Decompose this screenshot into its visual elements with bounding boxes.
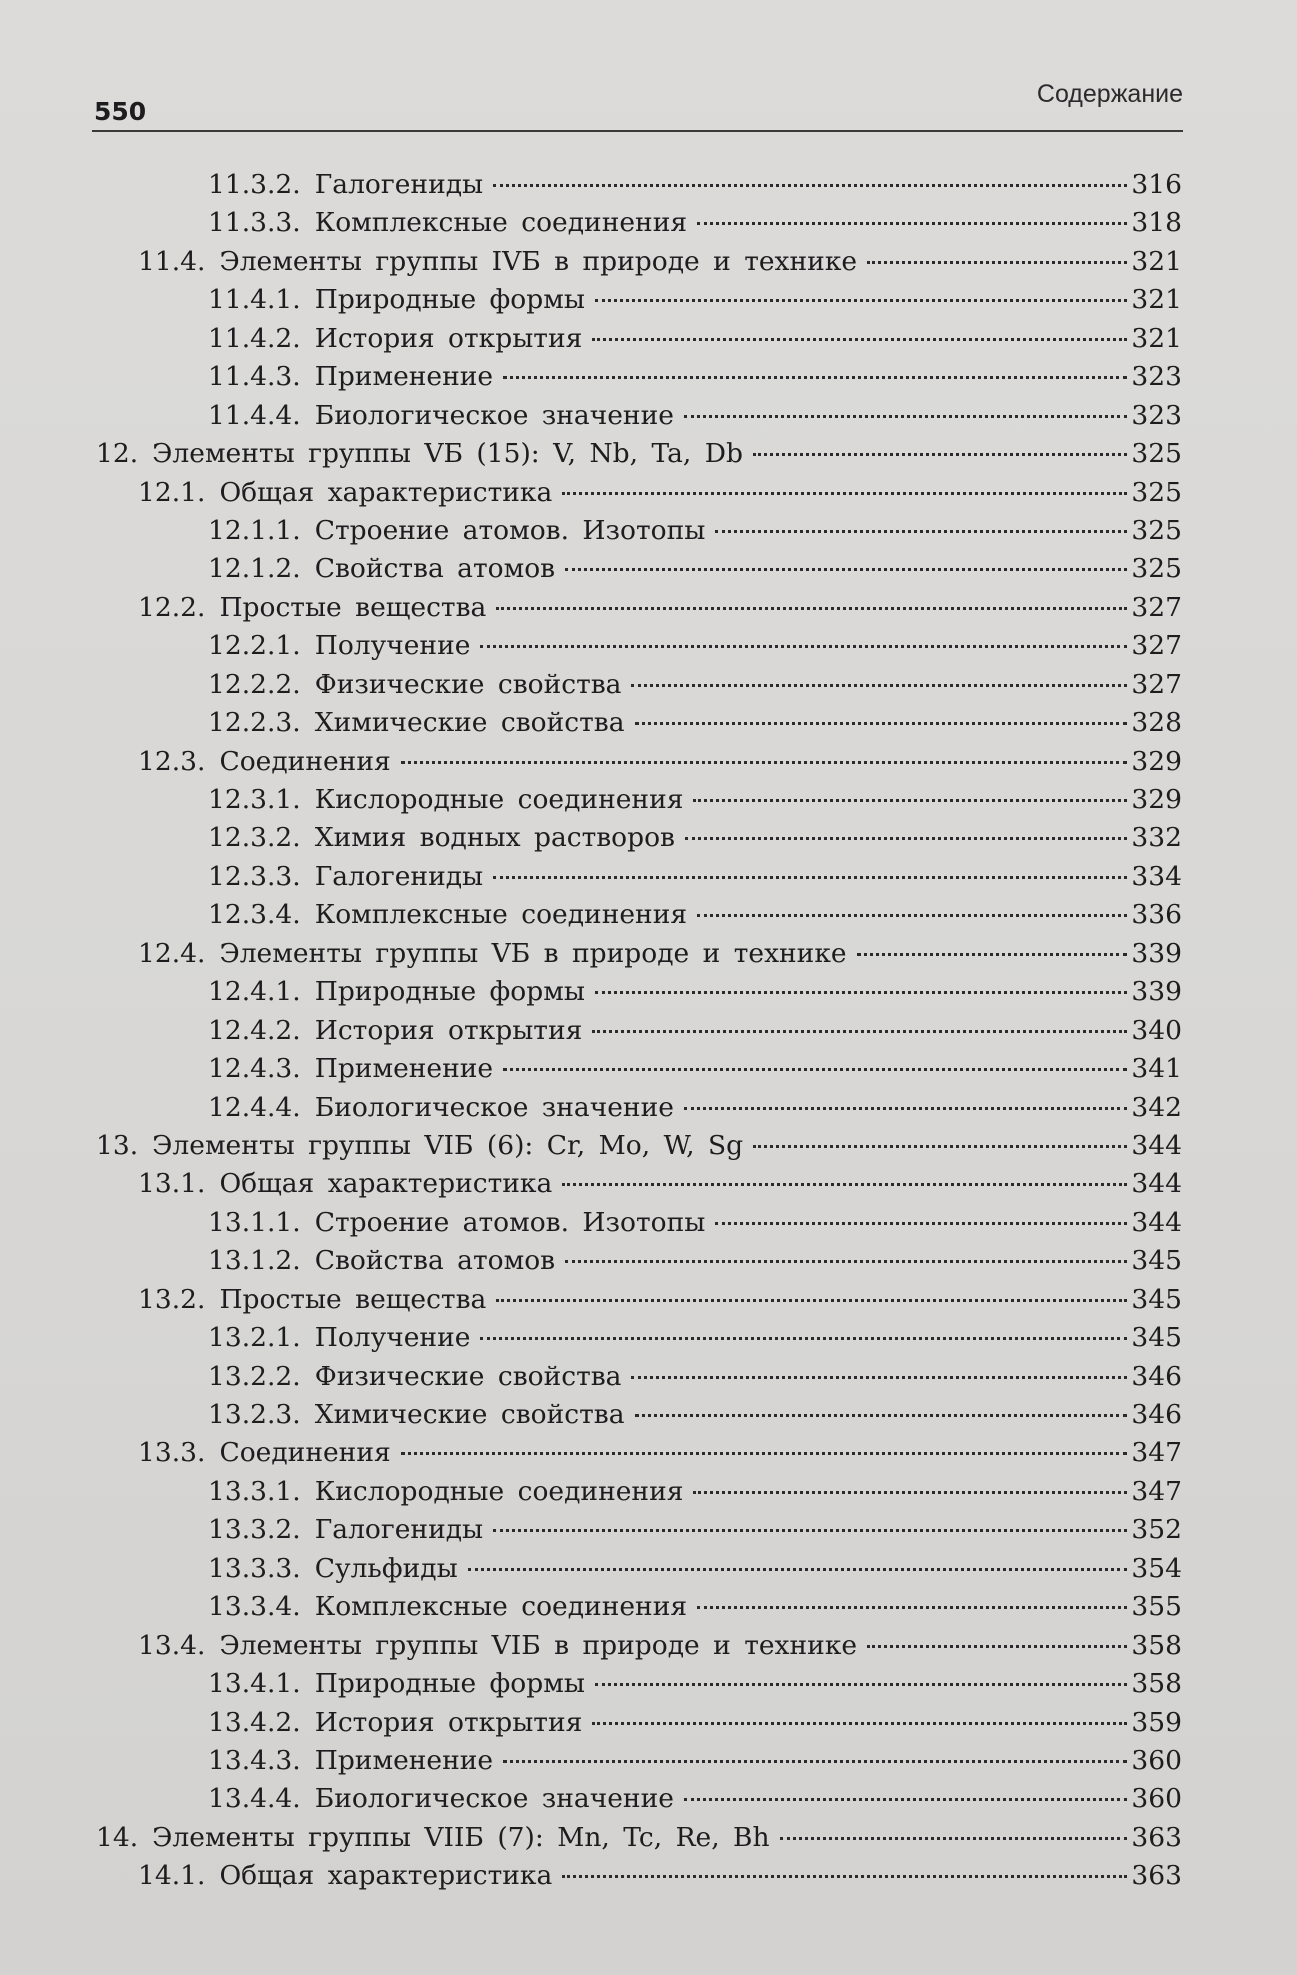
toc-entry-number: 12.3.4.	[208, 899, 301, 931]
toc-entry-page: 327	[1131, 668, 1182, 700]
toc-entry-number: 12.3.2.	[208, 822, 301, 854]
toc-entry-number: 12.4.4.	[208, 1091, 301, 1123]
toc-entry-page: 346	[1131, 1360, 1182, 1392]
dot-leader	[753, 453, 1127, 456]
toc-entry-page: 334	[1131, 860, 1182, 892]
toc-entry-title: Галогениды	[314, 1514, 484, 1546]
toc-entry-page: 345	[1131, 1283, 1182, 1315]
toc-entry-title: Применение	[314, 1053, 494, 1085]
toc-entry[interactable]	[96, 1742, 1182, 1780]
toc-entry-title: История открытия	[314, 1706, 583, 1738]
toc-entry-number: 12.1.2.	[208, 553, 301, 585]
toc-entry-title: Элементы группы VБ в природе и технике	[219, 937, 847, 969]
toc-entry-title: Элементы группы IVБ в природе и технике	[219, 245, 858, 277]
dot-leader	[493, 1529, 1127, 1532]
toc-entry-title: Простые вещества	[219, 591, 487, 623]
toc-entry[interactable]	[96, 743, 1182, 781]
toc-entry-title: Применение	[314, 361, 494, 393]
toc-entry-page: 327	[1131, 630, 1182, 662]
toc-entry[interactable]	[96, 1012, 1182, 1050]
toc-entry-number: 13.1.1.	[208, 1206, 301, 1238]
toc-entry-page: 355	[1131, 1591, 1182, 1623]
toc-entry[interactable]	[96, 1780, 1182, 1818]
toc-entry-number: 13.1.	[138, 1168, 206, 1200]
dot-leader	[684, 1798, 1127, 1801]
toc-entry-page: 363	[1131, 1821, 1182, 1853]
toc-entry[interactable]	[96, 781, 1182, 819]
dot-leader	[715, 530, 1127, 533]
toc-entry-title: Природные формы	[314, 976, 585, 1008]
toc-entry[interactable]	[96, 1434, 1182, 1472]
toc-entry-title: Элементы группы VIБ в природе и технике	[219, 1629, 858, 1661]
toc-entry[interactable]	[96, 281, 1182, 319]
toc-entry-page: 323	[1131, 361, 1182, 393]
toc-entry[interactable]	[96, 358, 1182, 396]
toc-entry-number: 11.4.1.	[208, 284, 301, 316]
toc-entry[interactable]	[96, 1396, 1182, 1434]
toc-entry-number: 13.4.3.	[208, 1744, 301, 1776]
dot-leader	[493, 876, 1127, 879]
toc-entry-page: 345	[1131, 1322, 1182, 1354]
toc-entry[interactable]	[96, 1819, 1182, 1857]
dot-leader	[697, 914, 1127, 917]
toc-entry[interactable]	[96, 1857, 1182, 1895]
toc-entry-number: 13.3.3.	[208, 1552, 301, 1584]
toc-entry-number: 11.4.3.	[208, 361, 301, 393]
dot-leader	[857, 953, 1128, 956]
toc-entry-number: 12.4.1.	[208, 976, 301, 1008]
toc-entry[interactable]	[96, 1319, 1182, 1357]
toc-entry-number: 13.4.2.	[208, 1706, 301, 1738]
toc-entry-title: Свойства атомов	[314, 553, 556, 585]
toc-entry-page: 344	[1131, 1206, 1182, 1238]
toc-entry[interactable]	[96, 1127, 1182, 1165]
toc-entry-title: Химия водных растворов	[314, 822, 675, 854]
toc-entry-page: 340	[1131, 1014, 1182, 1046]
toc-entry-title: Простые вещества	[219, 1283, 487, 1315]
toc-entry-title: Биологическое значение	[314, 1091, 674, 1123]
toc-entry-number: 12.3.3.	[208, 860, 301, 892]
toc-entry-number: 13.3.4.	[208, 1591, 301, 1623]
dot-leader	[715, 1222, 1127, 1225]
toc-entry-title: История открытия	[314, 1014, 583, 1046]
toc-entry[interactable]	[96, 243, 1182, 281]
toc-entry[interactable]	[96, 973, 1182, 1011]
toc-entry-title: Строение атомов. Изотопы	[314, 1206, 706, 1238]
toc-entry-title: Соединения	[219, 1437, 391, 1469]
dot-leader	[503, 1068, 1127, 1071]
dot-leader	[595, 991, 1127, 994]
toc-entry-number: 13.1.2.	[208, 1245, 301, 1277]
toc-entry[interactable]	[96, 1588, 1182, 1626]
toc-entry-title: Химические свойства	[314, 707, 625, 739]
toc-entry[interactable]	[96, 1165, 1182, 1203]
toc-entry-page: 360	[1131, 1783, 1182, 1815]
dot-leader	[867, 1645, 1127, 1648]
dot-leader	[635, 722, 1128, 725]
toc-entry[interactable]	[96, 512, 1182, 550]
dot-leader	[631, 1376, 1127, 1379]
toc-entry-page: 344	[1131, 1129, 1182, 1161]
toc-entry-page: 346	[1131, 1399, 1182, 1430]
toc-entry-page: 363	[1131, 1860, 1182, 1892]
page-header	[92, 78, 1183, 132]
dot-leader	[480, 645, 1127, 648]
toc-entry-title: Биологическое значение	[314, 399, 674, 431]
toc-entry-title: Комплексные соединения	[314, 899, 688, 931]
toc-entry-page: 342	[1131, 1091, 1182, 1123]
page-number: 550	[94, 97, 147, 126]
dot-leader	[697, 222, 1127, 225]
toc-entry[interactable]	[96, 1473, 1182, 1511]
dot-leader	[468, 1568, 1128, 1571]
toc-entry-page: 325	[1131, 514, 1182, 546]
dot-leader	[592, 338, 1127, 341]
toc-entry[interactable]	[96, 666, 1182, 704]
toc-entry-title: Комплексные соединения	[314, 207, 688, 239]
toc-entry-page: 328	[1131, 707, 1182, 739]
dot-leader	[684, 415, 1127, 418]
toc-entry-page: 325	[1131, 438, 1182, 470]
dot-leader	[595, 1683, 1127, 1686]
dot-leader	[592, 1030, 1127, 1033]
toc-entry-number: 12.2.1.	[208, 630, 301, 662]
toc-entry-title: Применение	[314, 1744, 494, 1776]
toc-entry-page: 358	[1131, 1668, 1182, 1700]
toc-entry[interactable]	[96, 1358, 1182, 1396]
toc-entry-page: 345	[1131, 1245, 1182, 1277]
dot-leader	[592, 1722, 1127, 1725]
toc-entry-number: 13.4.1.	[208, 1668, 301, 1700]
toc-entry-page: 336	[1131, 899, 1182, 931]
dot-leader	[565, 568, 1127, 571]
toc-entry-page: 332	[1131, 822, 1182, 854]
toc-entry-title: Природные формы	[314, 284, 585, 316]
dot-leader	[401, 761, 1128, 764]
toc-entry[interactable]	[96, 1627, 1182, 1665]
toc-entry-page: 354	[1131, 1552, 1182, 1584]
toc-entry[interactable]	[96, 1204, 1182, 1242]
dot-leader	[401, 1452, 1128, 1455]
dot-leader	[496, 1299, 1127, 1302]
toc-entry-page: 321	[1131, 245, 1182, 277]
toc-entry-number: 13.2.	[138, 1283, 206, 1315]
toc-entry-number: 13.4.4.	[208, 1783, 301, 1815]
toc-entry[interactable]	[96, 589, 1182, 627]
toc-entry-title: Природные формы	[314, 1668, 585, 1700]
toc-entry[interactable]	[96, 1550, 1182, 1588]
toc-entry[interactable]	[96, 1050, 1182, 1088]
dot-leader	[493, 184, 1127, 187]
toc-entry-page: 316	[1131, 169, 1182, 200]
toc-entry-number: 11.3.2.	[208, 169, 301, 200]
toc-entry-title: Кислородные соединения	[314, 784, 684, 815]
toc-entry-page: 323	[1131, 399, 1182, 431]
toc-entry-title: Общая характеристика	[219, 1860, 553, 1892]
toc-entry-number: 11.4.2.	[208, 322, 301, 354]
toc-entry-number: 13.3.2.	[208, 1514, 301, 1546]
toc-entry-title: Соединения	[219, 745, 391, 777]
toc-entry[interactable]	[96, 1665, 1182, 1703]
toc-entry-number: 11.4.	[138, 245, 206, 277]
toc-entry[interactable]	[96, 858, 1182, 896]
toc-entry-page: 344	[1131, 1168, 1182, 1200]
toc-entry-number: 13.	[96, 1129, 139, 1161]
toc-entry-page: 358	[1131, 1629, 1182, 1661]
toc-entry[interactable]	[96, 627, 1182, 665]
dot-leader	[503, 376, 1127, 379]
dot-leader	[562, 492, 1127, 495]
toc-entry[interactable]	[96, 1281, 1182, 1319]
toc-entry-title: Галогениды	[314, 860, 484, 892]
toc-entry-page: 341	[1131, 1053, 1182, 1085]
toc-entry-title: Элементы группы VIБ (6): Cr, Mo, W, Sg	[152, 1129, 744, 1161]
toc-entry-page: 329	[1131, 745, 1182, 777]
toc-entry[interactable]	[96, 550, 1182, 588]
toc-entry[interactable]	[96, 166, 1182, 204]
dot-leader	[496, 607, 1127, 610]
dot-leader	[562, 1183, 1127, 1186]
toc-entry-number: 12.4.	[138, 937, 206, 969]
toc-entry[interactable]	[96, 935, 1182, 973]
toc-entry-page: 321	[1131, 284, 1182, 316]
toc-entry-title: Получение	[314, 1322, 471, 1354]
toc-entry-page: 339	[1131, 976, 1182, 1008]
dot-leader	[753, 1145, 1127, 1148]
toc-entry-number: 12.3.	[138, 745, 206, 777]
running-head: Содержание	[1036, 80, 1183, 108]
toc-entry-title: Общая характеристика	[219, 476, 553, 508]
toc-entry[interactable]	[96, 1704, 1182, 1742]
toc-entry-title: Сульфиды	[314, 1552, 458, 1584]
dot-leader	[480, 1337, 1127, 1340]
toc-entry-number: 12.4.3.	[208, 1053, 301, 1085]
toc-entry[interactable]	[96, 474, 1182, 512]
dot-leader	[503, 1760, 1127, 1763]
dot-leader	[684, 1107, 1127, 1110]
dot-leader	[565, 1260, 1127, 1263]
toc-entry-title: Кислородные соединения	[314, 1475, 684, 1507]
table-of-contents	[96, 166, 1182, 1896]
toc-entry-number: 12.3.1.	[208, 784, 301, 815]
toc-entry-number: 12.1.1.	[208, 514, 301, 546]
dot-leader	[697, 1606, 1127, 1609]
dot-leader	[595, 299, 1127, 302]
toc-entry[interactable]	[96, 1511, 1182, 1549]
toc-entry-title: Общая характеристика	[219, 1168, 553, 1200]
toc-entry-number: 12.2.	[138, 591, 206, 623]
dot-leader	[562, 1875, 1127, 1878]
dot-leader	[867, 261, 1127, 264]
dot-leader	[693, 1491, 1127, 1494]
toc-entry-number: 13.2.2.	[208, 1360, 301, 1392]
toc-entry[interactable]	[96, 204, 1182, 242]
toc-entry-page: 339	[1131, 937, 1182, 969]
dot-leader	[635, 1414, 1128, 1417]
toc-entry-number: 13.4.	[138, 1629, 206, 1661]
toc-entry-page: 360	[1131, 1744, 1182, 1776]
toc-entry-number: 13.3.	[138, 1437, 206, 1469]
toc-entry-title: Физические свойства	[314, 668, 622, 700]
toc-entry-title: Физические свойства	[314, 1360, 622, 1392]
toc-entry-number: 14.1.	[138, 1860, 206, 1892]
toc-entry-title: История открытия	[314, 322, 583, 354]
dot-leader	[693, 799, 1127, 802]
toc-entry[interactable]	[96, 320, 1182, 358]
toc-entry-page: 327	[1131, 591, 1182, 623]
toc-entry-page: 347	[1131, 1475, 1182, 1507]
toc-entry-page: 318	[1131, 207, 1182, 239]
toc-entry-title: Строение атомов. Изотопы	[314, 514, 706, 546]
toc-entry[interactable]	[96, 819, 1182, 857]
toc-entry[interactable]	[96, 1242, 1182, 1280]
toc-entry-title: Элементы группы VIIБ (7): Mn, Tc, Re, Bh	[152, 1821, 770, 1853]
toc-entry-title: Получение	[314, 630, 471, 662]
toc-entry-number: 13.2.1.	[208, 1322, 301, 1354]
toc-entry-title: Галогениды	[314, 169, 484, 200]
toc-entry-number: 12.2.3.	[208, 707, 301, 739]
toc-entry-number: 12.2.2.	[208, 668, 301, 700]
toc-entry-number: 12.1.	[138, 476, 206, 508]
dot-leader	[780, 1837, 1128, 1840]
toc-entry-page: 359	[1131, 1706, 1182, 1738]
dot-leader	[631, 684, 1127, 687]
toc-entry-number: 13.3.1.	[208, 1475, 301, 1507]
toc-entry-title: Свойства атомов	[314, 1245, 556, 1277]
toc-entry-page: 325	[1131, 553, 1182, 585]
toc-entry-title: Комплексные соединения	[314, 1591, 688, 1623]
toc-entry-page: 347	[1131, 1437, 1182, 1469]
toc-entry[interactable]	[96, 397, 1182, 435]
dot-leader	[685, 837, 1127, 840]
toc-entry-page: 352	[1131, 1514, 1182, 1546]
toc-entry[interactable]	[96, 896, 1182, 934]
toc-entry[interactable]	[96, 435, 1182, 473]
toc-entry[interactable]	[96, 704, 1182, 742]
toc-entry-page: 325	[1131, 476, 1182, 508]
toc-entry-page: 321	[1131, 322, 1182, 354]
toc-entry-number: 12.4.2.	[208, 1014, 301, 1046]
toc-entry-number: 11.3.3.	[208, 207, 301, 239]
toc-entry-number: 12.	[96, 438, 139, 470]
toc-entry[interactable]	[96, 1089, 1182, 1127]
toc-entry-number: 11.4.4.	[208, 399, 301, 431]
toc-entry-title: Биологическое значение	[314, 1783, 674, 1815]
toc-entry-number: 14.	[96, 1821, 139, 1853]
toc-entry-number: 13.2.3.	[208, 1399, 301, 1430]
toc-entry-page: 329	[1131, 784, 1182, 815]
toc-entry-title: Элементы группы VБ (15): V, Nb, Ta, Db	[152, 438, 743, 470]
toc-entry-title: Химические свойства	[314, 1399, 625, 1430]
